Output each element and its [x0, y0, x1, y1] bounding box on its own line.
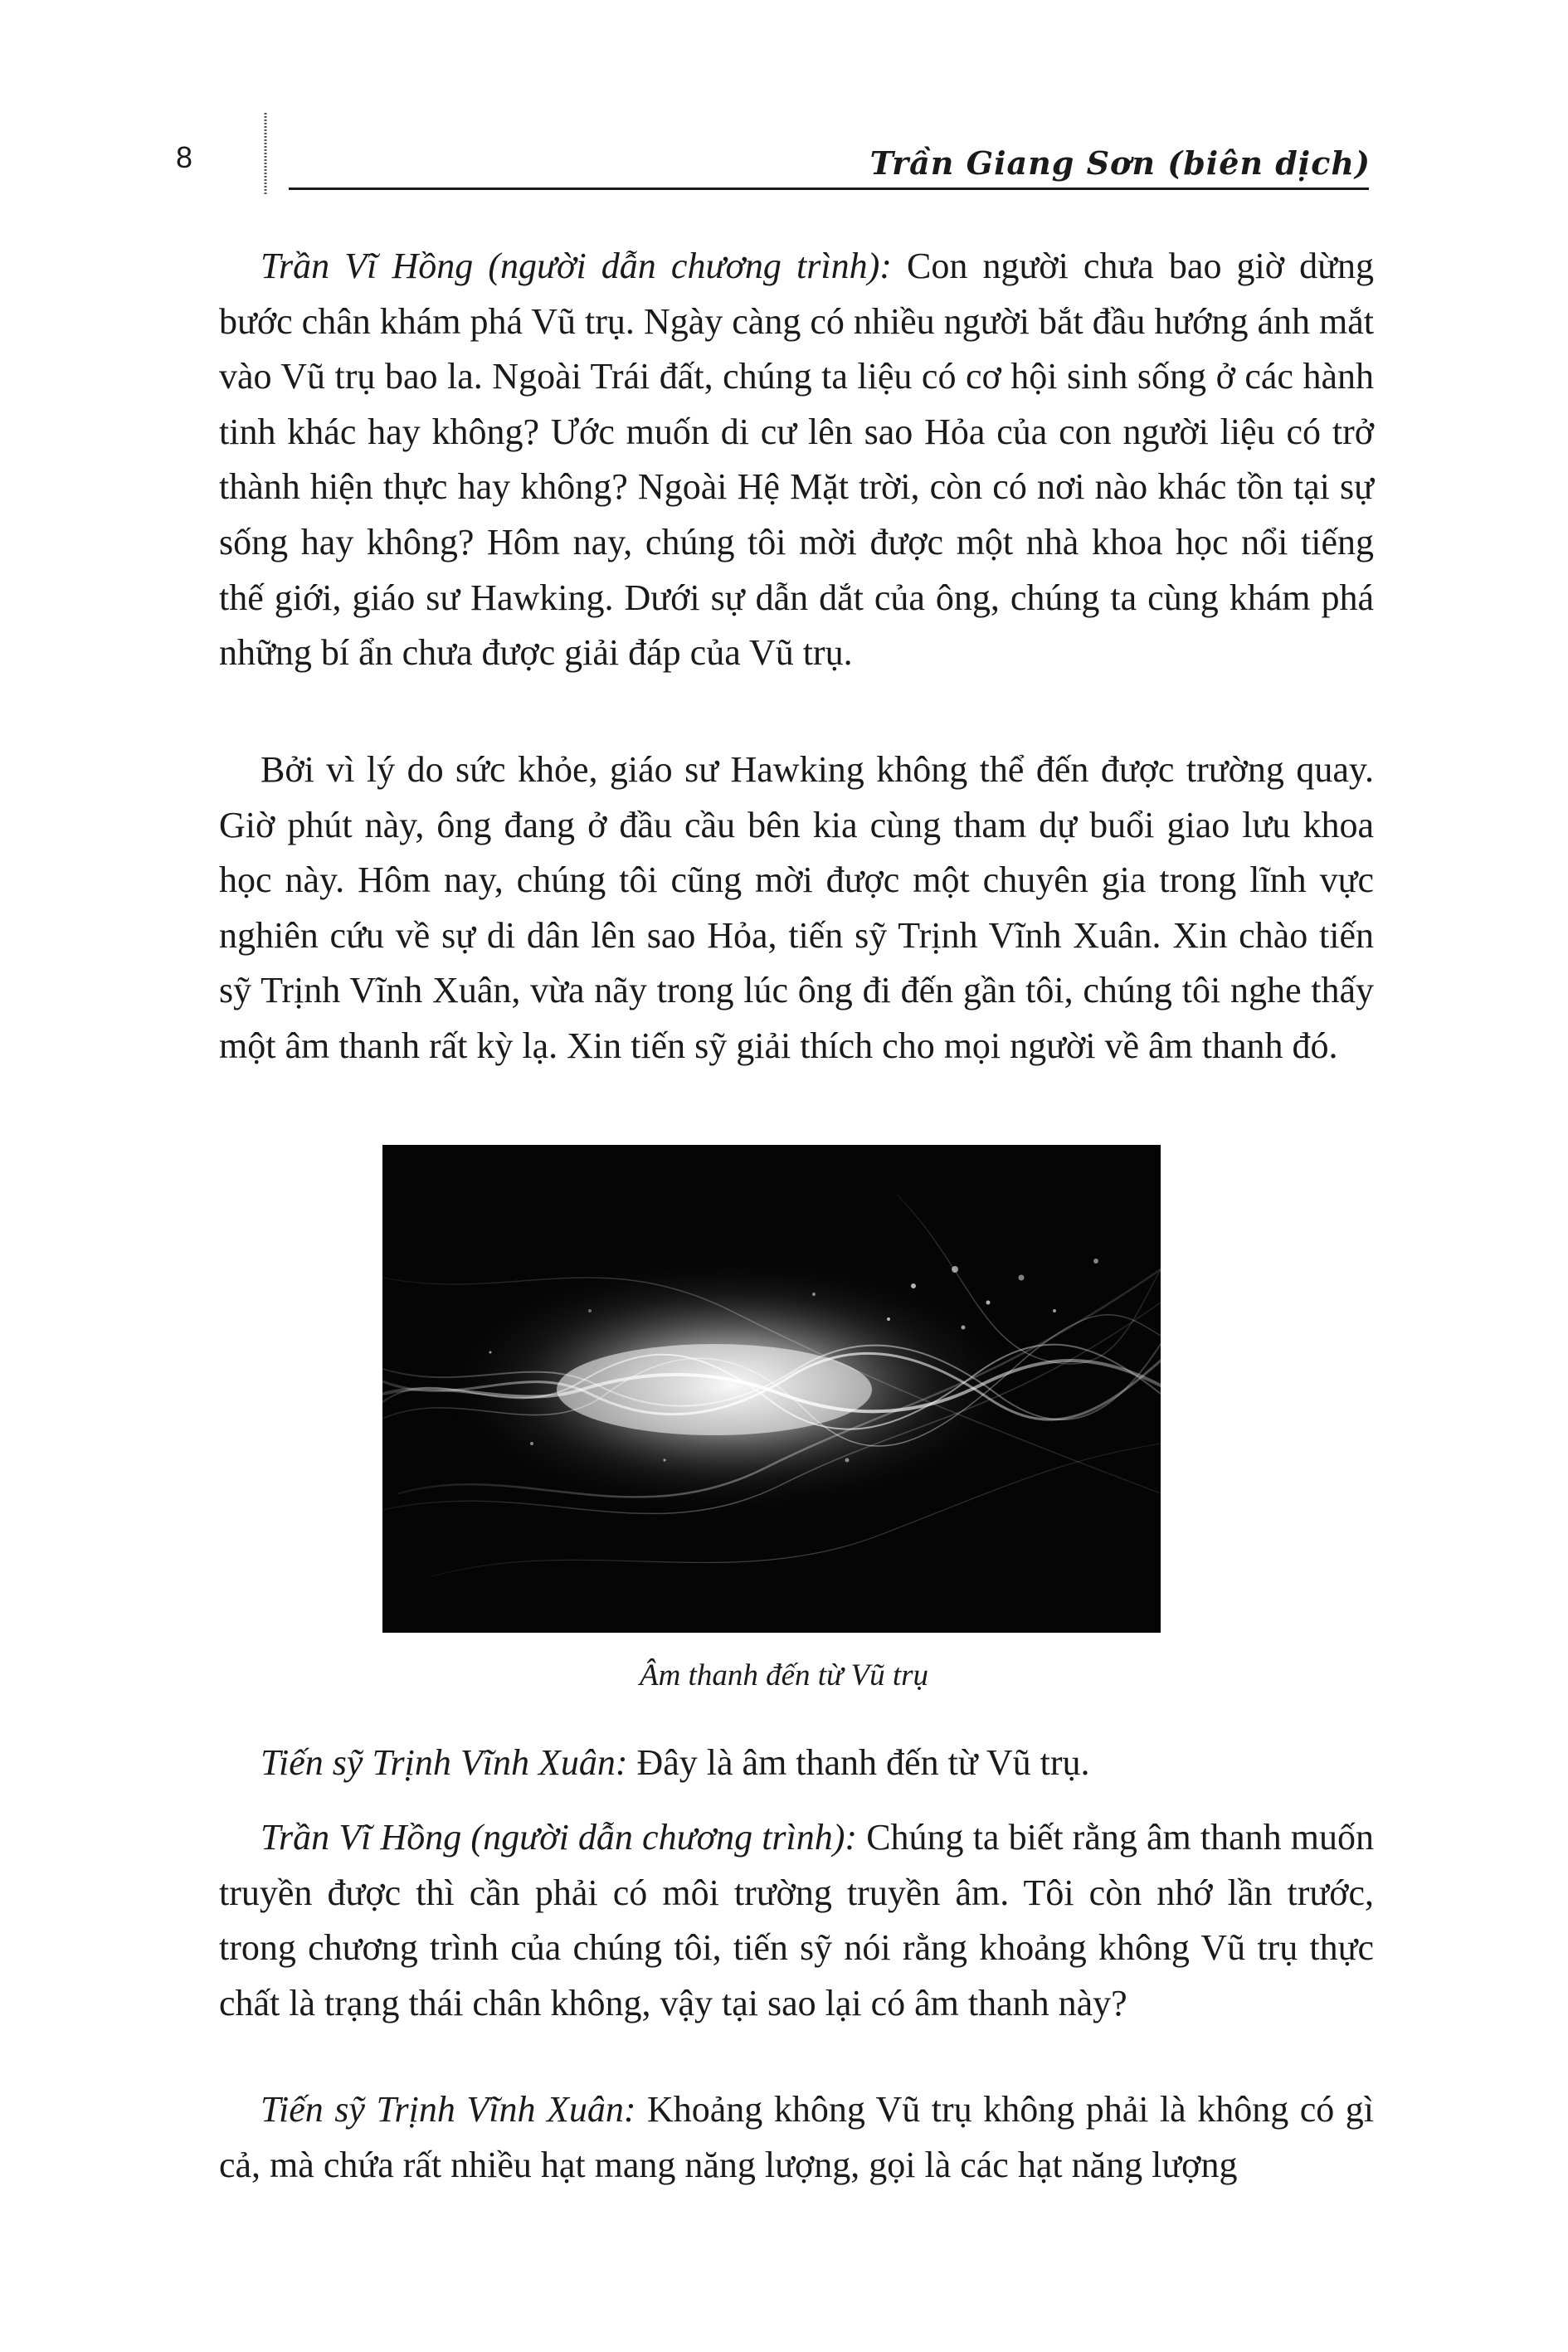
paragraph-text: Đây là âm thanh đến từ Vũ trụ.	[627, 1742, 1090, 1783]
paragraph-1	[219, 239, 1374, 681]
paragraph-5	[219, 2082, 1374, 2193]
paragraph-text: Khoảng không Vũ trụ không phải là không có gì cả, mà chứa rất nhiều hạt mang năng lượng, gọi là các hạt năng lượng	[219, 2089, 1374, 2185]
paragraph-2	[219, 743, 1374, 1074]
figure-caption: Âm thanh đến từ Vũ trụ	[639, 1658, 928, 1692]
header-rule	[289, 187, 1369, 190]
header-ornament	[262, 113, 269, 196]
speaker-label: Tiến sỹ Trịnh Vĩnh Xuân:	[261, 1742, 628, 1783]
paragraph-text: Chúng ta biết rằng âm thanh muốn truyền được thì cần phải có môi trường truyền âm. Tôi còn nhớ lần trước, trong chương trình của chúng tôi, tiến sỹ nói rằng khoảng không Vũ trụ thực chất là trạng thái chân không, vậy tại sao lại có âm thanh này?	[219, 1817, 1374, 2023]
page-number: 8	[176, 140, 193, 174]
paragraph-text: Bởi vì lý do sức khỏe, giáo sư Hawking không thể đến được trường quay. Giờ phút này, ông đang ở đầu cầu bên kia cùng tham dự buổi giao lưu khoa học này. Hôm nay, chúng tôi cũng mời được một chuyên gia trong lĩnh vực nghiên cứu về sự di dân lên sao Hỏa, tiến sỹ Trịnh Vĩnh Xuân. Xin chào tiến sỹ Trịnh Vĩnh Xuân, vừa nãy trong lúc ông đi đến gần tôi, chúng tôi nghe thấy một âm thanh rất kỳ lạ. Xin tiến sỹ giải thích cho mọi người về âm thanh đó.	[219, 749, 1374, 1066]
paragraph-4	[219, 1810, 1374, 2031]
running-head: Trần Giang Sơn (biên dịch)	[869, 144, 1371, 182]
speaker-label: Trần Vĩ Hồng (người dẫn chương trình):	[261, 246, 892, 286]
speaker-label: Trần Vĩ Hồng (người dẫn chương trình):	[261, 1817, 858, 1858]
paragraph-text: Con người chưa bao giờ dừng bước chân khám phá Vũ trụ. Ngày càng có nhiều người bắt đầu hướng ánh mắt vào Vũ trụ bao la. Ngoài Trái đất, chúng ta liệu có cơ hội sinh sống ở các hành tinh khác hay không? Ước muốn di cư lên sao Hỏa của con người liệu có trở thành hiện thực hay không? Ngoài Hệ Mặt trời, còn có nơi nào khác tồn tại sự sống hay không? Hôm nay, chúng tôi mời được một nhà khoa học nổi tiếng thế giới, giáo sư Hawking. Dưới sự dẫn dắt của ông, chúng ta cùng khám phá những bí ẩn chưa được giải đáp của Vũ trụ.	[219, 246, 1374, 674]
paragraph-3	[219, 1736, 1374, 1791]
cosmic-sound-wave-image	[382, 1145, 1161, 1633]
speaker-label: Tiến sỹ Trịnh Vĩnh Xuân:	[261, 2089, 636, 2130]
